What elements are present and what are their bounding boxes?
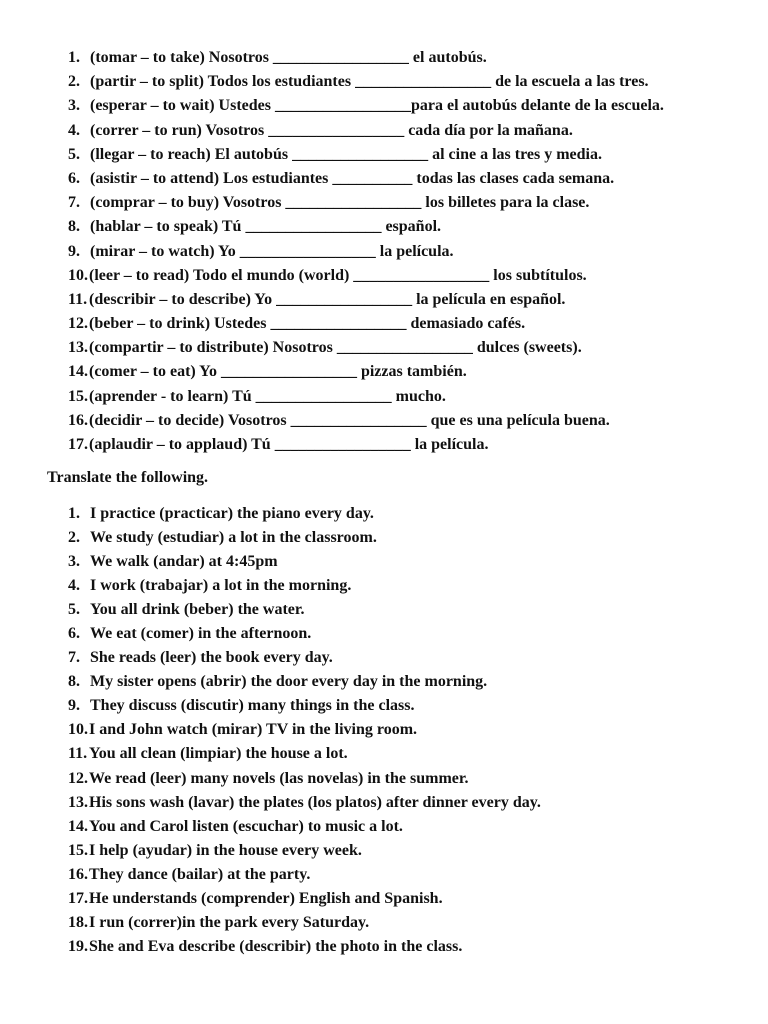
translation-item [68, 574, 748, 598]
translate-heading: Translate the following. [47, 469, 209, 486]
exercise-text: (esperar – to wait) Ustedes _________________para el autobús delante de la escuela. [90, 97, 664, 115]
item-number: 10. [68, 721, 88, 739]
item-number: 15. [68, 387, 88, 405]
item-number: 9. [68, 242, 80, 260]
translation-text: His sons wash (lavar) the plates (los platos) after dinner every day. [89, 793, 541, 811]
item-number: 15. [68, 841, 88, 859]
translation-text: I work (trabajar) a lot in the morning. [90, 577, 352, 595]
exercise-item [68, 264, 748, 288]
exercise-item [68, 46, 748, 70]
exercise-item [68, 433, 748, 457]
item-number: 7. [68, 649, 80, 667]
exercise-item [68, 360, 748, 384]
exercise-item [68, 94, 748, 118]
translation-item [68, 646, 748, 670]
translation-text: You all drink (beber) the water. [90, 601, 305, 619]
exercise-text: (mirar – to watch) Yo _________________ la película. [90, 242, 454, 260]
translation-item [68, 694, 748, 718]
translation-item [68, 815, 748, 839]
translation-text: He understands (comprender) English and Spanish. [89, 889, 443, 907]
translation-text: We read (leer) many novels (las novelas) in the summer. [89, 769, 469, 787]
translation-text: We walk (andar) at 4:45pm [90, 553, 278, 571]
exercise-item [68, 215, 748, 239]
item-number: 12. [68, 315, 88, 333]
exercise-item [68, 409, 748, 433]
exercise-text: (leer – to read) Todo el mundo (world) _________________ los subtítulos. [89, 266, 587, 284]
exercise-item [68, 70, 748, 94]
exercise-item [68, 191, 748, 215]
translation-text: I practice (practicar) the piano every day. [90, 505, 374, 522]
translation-item [68, 718, 748, 742]
exercise-text: (comer – to eat) Yo _________________ pizzas también. [89, 363, 467, 381]
item-number: 11. [68, 290, 88, 308]
exercise-item [68, 336, 748, 360]
item-number: 6. [68, 625, 80, 643]
item-number: 5. [68, 145, 80, 163]
item-number: 17. [68, 436, 88, 453]
item-number: 7. [68, 194, 80, 212]
exercise-text: (correr – to run) Vosotros _________________ cada día por la mañana. [90, 121, 573, 139]
item-number: 1. [68, 505, 80, 522]
item-number: 16. [68, 411, 88, 429]
translation-text: You and Carol listen (escuchar) to music a lot. [89, 817, 403, 835]
translation-item [68, 839, 748, 863]
exercise-item [68, 385, 748, 409]
exercise-text: (asistir – to attend) Los estudiantes __________ todas las clases cada semana. [90, 169, 615, 187]
translation-text: We study (estudiar) a lot in the classroom. [90, 529, 377, 547]
item-number: 2. [68, 73, 80, 91]
exercise-item [68, 119, 748, 143]
translation-item [68, 742, 748, 766]
item-number: 8. [68, 673, 80, 691]
item-number: 3. [68, 97, 80, 115]
translation-text: We eat (comer) in the afternoon. [90, 625, 312, 643]
item-number: 4. [68, 121, 80, 139]
item-number: 14. [68, 363, 88, 381]
exercise-text: (partir – to split) Todos los estudiantes _________________ de la escuela a las tres. [90, 73, 649, 91]
item-number: 1. [68, 49, 80, 66]
item-number: 13. [68, 793, 88, 811]
translation-text: She and Eva describe (describir) the photo in the class. [89, 937, 463, 955]
translation-text: I and John watch (mirar) TV in the living room. [89, 721, 418, 739]
translation-text: I run (correr)in the park every Saturday. [89, 913, 370, 931]
conjugation-exercise-list [68, 46, 748, 457]
item-number: 18. [68, 913, 88, 931]
translation-text: I help (ayudar) in the house every week. [89, 841, 362, 859]
item-number: 12. [68, 769, 88, 787]
item-number: 17. [68, 889, 88, 907]
item-number: 16. [68, 865, 88, 883]
translation-text: They discuss (discutir) many things in the class. [90, 697, 415, 715]
exercise-text: (tomar – to take) Nosotros _________________ el autobús. [90, 49, 487, 66]
translation-text: They dance (bailar) at the party. [89, 865, 311, 883]
exercise-text: (llegar – to reach) El autobús _________________ al cine a las tres y media. [90, 145, 602, 163]
exercise-text: (aprender - to learn) Tú _________________ mucho. [89, 387, 446, 405]
item-number: 2. [68, 529, 80, 547]
exercise-text: (hablar – to speak) Tú _________________ español. [90, 218, 442, 236]
translation-text: You all clean (limpiar) the house a lot. [89, 745, 348, 763]
item-number: 3. [68, 553, 80, 571]
item-number: 6. [68, 169, 80, 187]
exercise-text: (comprar – to buy) Vosotros _________________ los billetes para la clase. [90, 194, 590, 212]
translation-item [68, 502, 748, 526]
translation-item [68, 887, 748, 911]
exercise-text: (compartir – to distribute) Nosotros _________________ dulces (sweets). [89, 339, 582, 357]
exercise-item [68, 312, 748, 336]
translation-item [68, 791, 748, 815]
translation-exercise-list [68, 502, 748, 962]
item-number: 11. [68, 745, 88, 763]
translation-item [68, 550, 748, 574]
item-number: 5. [68, 601, 80, 619]
translation-text: She reads (leer) the book every day. [90, 649, 333, 667]
exercise-text: (aplaudir – to applaud) Tú _________________ la película. [89, 436, 489, 453]
translation-text: My sister opens (abrir) the door every day in the morning. [90, 673, 488, 691]
exercise-item [68, 240, 748, 264]
exercise-item [68, 143, 748, 167]
item-number: 13. [68, 339, 88, 357]
item-number: 10. [68, 266, 88, 284]
item-number: 9. [68, 697, 80, 715]
translation-item [68, 526, 748, 550]
exercise-text: (decidir – to decide) Vosotros _________________ que es una película buena. [89, 411, 610, 429]
translation-item [68, 598, 748, 622]
item-number: 19. [68, 937, 88, 955]
translation-item [68, 863, 748, 887]
exercise-text: (beber – to drink) Ustedes _________________ demasiado cafés. [89, 315, 526, 333]
item-number: 8. [68, 218, 80, 236]
item-number: 14. [68, 817, 88, 835]
translation-item [68, 670, 748, 694]
translation-item [68, 767, 748, 791]
translation-item [68, 622, 748, 646]
translation-item [68, 935, 748, 959]
translation-item [68, 911, 748, 935]
exercise-item [68, 288, 748, 312]
item-number: 4. [68, 577, 80, 595]
exercise-item [68, 167, 748, 191]
exercise-text: (describir – to describe) Yo _________________ la película en español. [89, 290, 566, 308]
